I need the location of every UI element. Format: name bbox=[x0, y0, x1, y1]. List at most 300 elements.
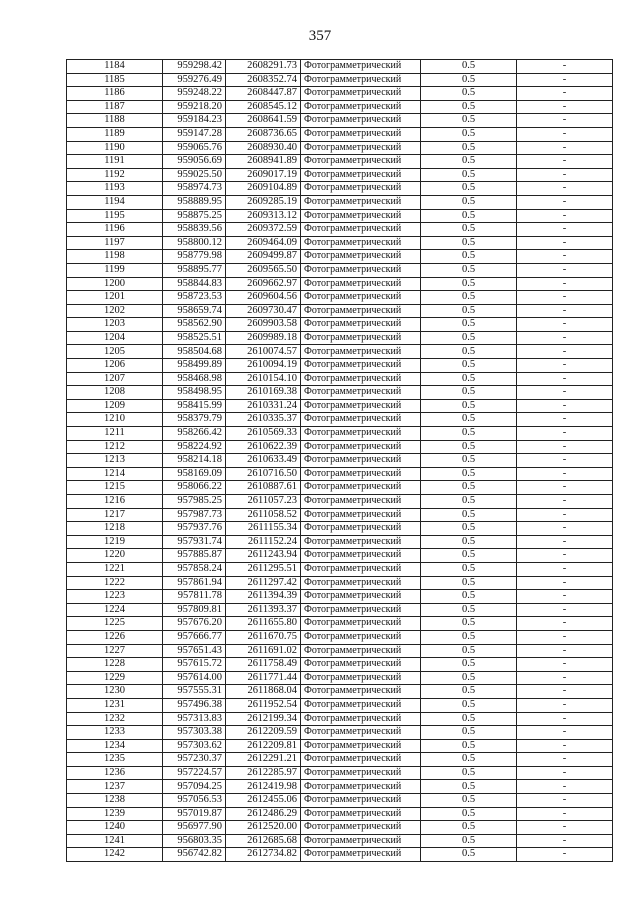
point-number-cell: 1198 bbox=[67, 250, 163, 264]
x-coordinate-cell: 958224.92 bbox=[163, 440, 226, 454]
table-row bbox=[67, 603, 613, 617]
y-coordinate-cell: 2609989.18 bbox=[226, 331, 301, 345]
method-cell: Фотограмметрический bbox=[301, 481, 421, 495]
point-number-cell: 1209 bbox=[67, 399, 163, 413]
method-cell: Фотограмметрический bbox=[301, 440, 421, 454]
method-cell: Фотограмметрический bbox=[301, 318, 421, 332]
table-row bbox=[67, 617, 613, 631]
table-row bbox=[67, 291, 613, 305]
accuracy-cell: 0.5 bbox=[421, 698, 517, 712]
point-number-cell: 1224 bbox=[67, 603, 163, 617]
x-coordinate-cell: 958889.95 bbox=[163, 195, 226, 209]
x-coordinate-cell: 957555.31 bbox=[163, 685, 226, 699]
y-coordinate-cell: 2608736.65 bbox=[226, 127, 301, 141]
method-cell: Фотограмметрический bbox=[301, 454, 421, 468]
accuracy-cell: 0.5 bbox=[421, 467, 517, 481]
accuracy-cell: 0.5 bbox=[421, 100, 517, 114]
point-number-cell: 1217 bbox=[67, 508, 163, 522]
accuracy-cell: 0.5 bbox=[421, 590, 517, 604]
y-coordinate-cell: 2612455.06 bbox=[226, 794, 301, 808]
method-cell: Фотограмметрический bbox=[301, 277, 421, 291]
accuracy-cell: 0.5 bbox=[421, 236, 517, 250]
accuracy-cell: 0.5 bbox=[421, 454, 517, 468]
note-cell: - bbox=[517, 73, 613, 87]
note-cell: - bbox=[517, 236, 613, 250]
x-coordinate-cell: 957666.77 bbox=[163, 630, 226, 644]
accuracy-cell: 0.5 bbox=[421, 644, 517, 658]
y-coordinate-cell: 2612209.59 bbox=[226, 726, 301, 740]
y-coordinate-cell: 2608941.89 bbox=[226, 155, 301, 169]
table-row bbox=[67, 644, 613, 658]
x-coordinate-cell: 957019.87 bbox=[163, 807, 226, 821]
method-cell: Фотограмметрический bbox=[301, 821, 421, 835]
table-row bbox=[67, 427, 613, 441]
accuracy-cell: 0.5 bbox=[421, 821, 517, 835]
point-number-cell: 1227 bbox=[67, 644, 163, 658]
table-row bbox=[67, 182, 613, 196]
accuracy-cell: 0.5 bbox=[421, 127, 517, 141]
point-number-cell: 1184 bbox=[67, 60, 163, 74]
y-coordinate-cell: 2608545.12 bbox=[226, 100, 301, 114]
y-coordinate-cell: 2608641.59 bbox=[226, 114, 301, 128]
x-coordinate-cell: 958169.09 bbox=[163, 467, 226, 481]
y-coordinate-cell: 2611393.37 bbox=[226, 603, 301, 617]
x-coordinate-cell: 958839.56 bbox=[163, 223, 226, 237]
x-coordinate-cell: 957858.24 bbox=[163, 562, 226, 576]
note-cell: - bbox=[517, 685, 613, 699]
y-coordinate-cell: 2611691.02 bbox=[226, 644, 301, 658]
accuracy-cell: 0.5 bbox=[421, 766, 517, 780]
x-coordinate-cell: 957885.87 bbox=[163, 549, 226, 563]
method-cell: Фотограмметрический bbox=[301, 753, 421, 767]
x-coordinate-cell: 959056.69 bbox=[163, 155, 226, 169]
note-cell: - bbox=[517, 726, 613, 740]
accuracy-cell: 0.5 bbox=[421, 413, 517, 427]
y-coordinate-cell: 2609017.19 bbox=[226, 168, 301, 182]
accuracy-cell: 0.5 bbox=[421, 549, 517, 563]
table-row bbox=[67, 399, 613, 413]
accuracy-cell: 0.5 bbox=[421, 277, 517, 291]
accuracy-cell: 0.5 bbox=[421, 386, 517, 400]
y-coordinate-cell: 2610074.57 bbox=[226, 345, 301, 359]
y-coordinate-cell: 2611297.42 bbox=[226, 576, 301, 590]
note-cell: - bbox=[517, 562, 613, 576]
table-row bbox=[67, 386, 613, 400]
note-cell: - bbox=[517, 495, 613, 509]
table-row bbox=[67, 359, 613, 373]
y-coordinate-cell: 2609285.19 bbox=[226, 195, 301, 209]
x-coordinate-cell: 958504.68 bbox=[163, 345, 226, 359]
point-number-cell: 1241 bbox=[67, 834, 163, 848]
table-row bbox=[67, 223, 613, 237]
y-coordinate-cell: 2611057.23 bbox=[226, 495, 301, 509]
note-cell: - bbox=[517, 658, 613, 672]
x-coordinate-cell: 957614.00 bbox=[163, 671, 226, 685]
y-coordinate-cell: 2612209.81 bbox=[226, 739, 301, 753]
method-cell: Фотограмметрический bbox=[301, 413, 421, 427]
note-cell: - bbox=[517, 590, 613, 604]
x-coordinate-cell: 959298.42 bbox=[163, 60, 226, 74]
point-number-cell: 1238 bbox=[67, 794, 163, 808]
note-cell: - bbox=[517, 440, 613, 454]
accuracy-cell: 0.5 bbox=[421, 427, 517, 441]
table-row bbox=[67, 590, 613, 604]
y-coordinate-cell: 2609604.56 bbox=[226, 291, 301, 305]
table-row bbox=[67, 209, 613, 223]
table-row bbox=[67, 685, 613, 699]
method-cell: Фотограмметрический bbox=[301, 698, 421, 712]
x-coordinate-cell: 956977.90 bbox=[163, 821, 226, 835]
note-cell: - bbox=[517, 535, 613, 549]
y-coordinate-cell: 2612520.00 bbox=[226, 821, 301, 835]
note-cell: - bbox=[517, 522, 613, 536]
y-coordinate-cell: 2610094.19 bbox=[226, 359, 301, 373]
x-coordinate-cell: 959276.49 bbox=[163, 73, 226, 87]
accuracy-cell: 0.5 bbox=[421, 182, 517, 196]
accuracy-cell: 0.5 bbox=[421, 535, 517, 549]
point-number-cell: 1233 bbox=[67, 726, 163, 740]
accuracy-cell: 0.5 bbox=[421, 209, 517, 223]
accuracy-cell: 0.5 bbox=[421, 658, 517, 672]
y-coordinate-cell: 2611243.94 bbox=[226, 549, 301, 563]
point-number-cell: 1234 bbox=[67, 739, 163, 753]
accuracy-cell: 0.5 bbox=[421, 304, 517, 318]
accuracy-cell: 0.5 bbox=[421, 250, 517, 264]
table-row bbox=[67, 454, 613, 468]
note-cell: - bbox=[517, 141, 613, 155]
table-row bbox=[67, 236, 613, 250]
y-coordinate-cell: 2612199.34 bbox=[226, 712, 301, 726]
note-cell: - bbox=[517, 454, 613, 468]
table-row bbox=[67, 114, 613, 128]
x-coordinate-cell: 957985.25 bbox=[163, 495, 226, 509]
point-number-cell: 1201 bbox=[67, 291, 163, 305]
y-coordinate-cell: 2608291.73 bbox=[226, 60, 301, 74]
table-row bbox=[67, 712, 613, 726]
note-cell: - bbox=[517, 209, 613, 223]
note-cell: - bbox=[517, 753, 613, 767]
point-number-cell: 1196 bbox=[67, 223, 163, 237]
method-cell: Фотограмметрический bbox=[301, 345, 421, 359]
x-coordinate-cell: 959184.23 bbox=[163, 114, 226, 128]
point-number-cell: 1229 bbox=[67, 671, 163, 685]
accuracy-cell: 0.5 bbox=[421, 630, 517, 644]
method-cell: Фотограмметрический bbox=[301, 168, 421, 182]
x-coordinate-cell: 958895.77 bbox=[163, 263, 226, 277]
note-cell: - bbox=[517, 508, 613, 522]
note-cell: - bbox=[517, 277, 613, 291]
table-row bbox=[67, 726, 613, 740]
table-row bbox=[67, 848, 613, 862]
point-number-cell: 1189 bbox=[67, 127, 163, 141]
table-row bbox=[67, 698, 613, 712]
note-cell: - bbox=[517, 318, 613, 332]
point-number-cell: 1242 bbox=[67, 848, 163, 862]
point-number-cell: 1208 bbox=[67, 386, 163, 400]
accuracy-cell: 0.5 bbox=[421, 399, 517, 413]
accuracy-cell: 0.5 bbox=[421, 168, 517, 182]
method-cell: Фотограмметрический bbox=[301, 304, 421, 318]
x-coordinate-cell: 959218.20 bbox=[163, 100, 226, 114]
method-cell: Фотограмметрический bbox=[301, 535, 421, 549]
table-row bbox=[67, 100, 613, 114]
x-coordinate-cell: 958974.73 bbox=[163, 182, 226, 196]
note-cell: - bbox=[517, 576, 613, 590]
method-cell: Фотограмметрический bbox=[301, 386, 421, 400]
y-coordinate-cell: 2608447.87 bbox=[226, 87, 301, 101]
point-number-cell: 1192 bbox=[67, 168, 163, 182]
accuracy-cell: 0.5 bbox=[421, 263, 517, 277]
y-coordinate-cell: 2611868.04 bbox=[226, 685, 301, 699]
x-coordinate-cell: 957987.73 bbox=[163, 508, 226, 522]
y-coordinate-cell: 2611058.52 bbox=[226, 508, 301, 522]
method-cell: Фотограмметрический bbox=[301, 467, 421, 481]
point-number-cell: 1230 bbox=[67, 685, 163, 699]
x-coordinate-cell: 959147.28 bbox=[163, 127, 226, 141]
note-cell: - bbox=[517, 467, 613, 481]
coordinates-table-body bbox=[67, 60, 613, 862]
accuracy-cell: 0.5 bbox=[421, 807, 517, 821]
note-cell: - bbox=[517, 848, 613, 862]
note-cell: - bbox=[517, 386, 613, 400]
y-coordinate-cell: 2612685.68 bbox=[226, 834, 301, 848]
table-row bbox=[67, 794, 613, 808]
table-row bbox=[67, 155, 613, 169]
point-number-cell: 1200 bbox=[67, 277, 163, 291]
point-number-cell: 1213 bbox=[67, 454, 163, 468]
point-number-cell: 1226 bbox=[67, 630, 163, 644]
x-coordinate-cell: 959248.22 bbox=[163, 87, 226, 101]
y-coordinate-cell: 2610716.50 bbox=[226, 467, 301, 481]
method-cell: Фотограмметрический bbox=[301, 331, 421, 345]
note-cell: - bbox=[517, 630, 613, 644]
point-number-cell: 1239 bbox=[67, 807, 163, 821]
point-number-cell: 1212 bbox=[67, 440, 163, 454]
y-coordinate-cell: 2611952.54 bbox=[226, 698, 301, 712]
x-coordinate-cell: 958266.42 bbox=[163, 427, 226, 441]
accuracy-cell: 0.5 bbox=[421, 834, 517, 848]
table-row bbox=[67, 127, 613, 141]
x-coordinate-cell: 958379.79 bbox=[163, 413, 226, 427]
note-cell: - bbox=[517, 291, 613, 305]
accuracy-cell: 0.5 bbox=[421, 780, 517, 794]
x-coordinate-cell: 956742.82 bbox=[163, 848, 226, 862]
accuracy-cell: 0.5 bbox=[421, 345, 517, 359]
note-cell: - bbox=[517, 114, 613, 128]
y-coordinate-cell: 2610633.49 bbox=[226, 454, 301, 468]
point-number-cell: 1206 bbox=[67, 359, 163, 373]
point-number-cell: 1188 bbox=[67, 114, 163, 128]
coordinates-table bbox=[66, 59, 613, 862]
x-coordinate-cell: 959065.76 bbox=[163, 141, 226, 155]
note-cell: - bbox=[517, 60, 613, 74]
y-coordinate-cell: 2609464.09 bbox=[226, 236, 301, 250]
table-row bbox=[67, 87, 613, 101]
point-number-cell: 1195 bbox=[67, 209, 163, 223]
table-row bbox=[67, 739, 613, 753]
accuracy-cell: 0.5 bbox=[421, 495, 517, 509]
method-cell: Фотограмметрический bbox=[301, 495, 421, 509]
point-number-cell: 1232 bbox=[67, 712, 163, 726]
y-coordinate-cell: 2611295.51 bbox=[226, 562, 301, 576]
note-cell: - bbox=[517, 644, 613, 658]
accuracy-cell: 0.5 bbox=[421, 331, 517, 345]
table-row bbox=[67, 630, 613, 644]
x-coordinate-cell: 957651.43 bbox=[163, 644, 226, 658]
y-coordinate-cell: 2612291.21 bbox=[226, 753, 301, 767]
table-row bbox=[67, 467, 613, 481]
y-coordinate-cell: 2610169.38 bbox=[226, 386, 301, 400]
note-cell: - bbox=[517, 359, 613, 373]
table-row bbox=[67, 821, 613, 835]
y-coordinate-cell: 2609903.58 bbox=[226, 318, 301, 332]
point-number-cell: 1185 bbox=[67, 73, 163, 87]
table-row bbox=[67, 345, 613, 359]
point-number-cell: 1186 bbox=[67, 87, 163, 101]
x-coordinate-cell: 958468.98 bbox=[163, 372, 226, 386]
y-coordinate-cell: 2608930.40 bbox=[226, 141, 301, 155]
accuracy-cell: 0.5 bbox=[421, 60, 517, 74]
point-number-cell: 1223 bbox=[67, 590, 163, 604]
method-cell: Фотограмметрический bbox=[301, 780, 421, 794]
table-row bbox=[67, 766, 613, 780]
method-cell: Фотограмметрический bbox=[301, 590, 421, 604]
accuracy-cell: 0.5 bbox=[421, 291, 517, 305]
y-coordinate-cell: 2612486.29 bbox=[226, 807, 301, 821]
y-coordinate-cell: 2609104.89 bbox=[226, 182, 301, 196]
note-cell: - bbox=[517, 481, 613, 495]
y-coordinate-cell: 2609499.87 bbox=[226, 250, 301, 264]
note-cell: - bbox=[517, 372, 613, 386]
note-cell: - bbox=[517, 331, 613, 345]
point-number-cell: 1219 bbox=[67, 535, 163, 549]
table-row bbox=[67, 658, 613, 672]
method-cell: Фотограмметрический bbox=[301, 794, 421, 808]
accuracy-cell: 0.5 bbox=[421, 195, 517, 209]
method-cell: Фотограмметрический bbox=[301, 726, 421, 740]
point-number-cell: 1235 bbox=[67, 753, 163, 767]
method-cell: Фотограмметрический bbox=[301, 848, 421, 862]
y-coordinate-cell: 2611152.24 bbox=[226, 535, 301, 549]
table-row bbox=[67, 562, 613, 576]
x-coordinate-cell: 958066.22 bbox=[163, 481, 226, 495]
point-number-cell: 1231 bbox=[67, 698, 163, 712]
method-cell: Фотограмметрический bbox=[301, 182, 421, 196]
method-cell: Фотограмметрический bbox=[301, 223, 421, 237]
accuracy-cell: 0.5 bbox=[421, 481, 517, 495]
method-cell: Фотограмметрический bbox=[301, 195, 421, 209]
point-number-cell: 1220 bbox=[67, 549, 163, 563]
point-number-cell: 1193 bbox=[67, 182, 163, 196]
note-cell: - bbox=[517, 549, 613, 563]
accuracy-cell: 0.5 bbox=[421, 73, 517, 87]
y-coordinate-cell: 2610887.61 bbox=[226, 481, 301, 495]
note-cell: - bbox=[517, 304, 613, 318]
y-coordinate-cell: 2609565.50 bbox=[226, 263, 301, 277]
method-cell: Фотограмметрический bbox=[301, 834, 421, 848]
y-coordinate-cell: 2610331.24 bbox=[226, 399, 301, 413]
table-row bbox=[67, 413, 613, 427]
y-coordinate-cell: 2609313.12 bbox=[226, 209, 301, 223]
y-coordinate-cell: 2612285.97 bbox=[226, 766, 301, 780]
note-cell: - bbox=[517, 712, 613, 726]
x-coordinate-cell: 958800.12 bbox=[163, 236, 226, 250]
x-coordinate-cell: 959025.50 bbox=[163, 168, 226, 182]
note-cell: - bbox=[517, 603, 613, 617]
point-number-cell: 1240 bbox=[67, 821, 163, 835]
method-cell: Фотограмметрический bbox=[301, 359, 421, 373]
x-coordinate-cell: 957861.94 bbox=[163, 576, 226, 590]
table-row bbox=[67, 60, 613, 74]
point-number-cell: 1214 bbox=[67, 467, 163, 481]
table-row bbox=[67, 195, 613, 209]
point-number-cell: 1216 bbox=[67, 495, 163, 509]
method-cell: Фотограмметрический bbox=[301, 685, 421, 699]
method-cell: Фотограмметрический bbox=[301, 372, 421, 386]
y-coordinate-cell: 2611655.80 bbox=[226, 617, 301, 631]
table-row bbox=[67, 304, 613, 318]
point-number-cell: 1218 bbox=[67, 522, 163, 536]
page-number: 357 bbox=[308, 28, 332, 44]
x-coordinate-cell: 957303.62 bbox=[163, 739, 226, 753]
note-cell: - bbox=[517, 766, 613, 780]
note-cell: - bbox=[517, 399, 613, 413]
y-coordinate-cell: 2610622.39 bbox=[226, 440, 301, 454]
point-number-cell: 1237 bbox=[67, 780, 163, 794]
method-cell: Фотограмметрический bbox=[301, 671, 421, 685]
note-cell: - bbox=[517, 617, 613, 631]
accuracy-cell: 0.5 bbox=[421, 223, 517, 237]
accuracy-cell: 0.5 bbox=[421, 562, 517, 576]
accuracy-cell: 0.5 bbox=[421, 671, 517, 685]
note-cell: - bbox=[517, 127, 613, 141]
note-cell: - bbox=[517, 413, 613, 427]
table-row bbox=[67, 168, 613, 182]
method-cell: Фотограмметрический bbox=[301, 712, 421, 726]
y-coordinate-cell: 2612734.82 bbox=[226, 848, 301, 862]
accuracy-cell: 0.5 bbox=[421, 440, 517, 454]
method-cell: Фотограмметрический bbox=[301, 236, 421, 250]
note-cell: - bbox=[517, 698, 613, 712]
x-coordinate-cell: 958498.95 bbox=[163, 386, 226, 400]
x-coordinate-cell: 957931.74 bbox=[163, 535, 226, 549]
accuracy-cell: 0.5 bbox=[421, 685, 517, 699]
x-coordinate-cell: 958415.99 bbox=[163, 399, 226, 413]
y-coordinate-cell: 2609662.97 bbox=[226, 277, 301, 291]
method-cell: Фотограмметрический bbox=[301, 60, 421, 74]
table-row bbox=[67, 331, 613, 345]
table-row bbox=[67, 73, 613, 87]
y-coordinate-cell: 2610154.10 bbox=[226, 372, 301, 386]
table-row bbox=[67, 549, 613, 563]
method-cell: Фотограмметрический bbox=[301, 427, 421, 441]
point-number-cell: 1211 bbox=[67, 427, 163, 441]
point-number-cell: 1190 bbox=[67, 141, 163, 155]
method-cell: Фотограмметрический bbox=[301, 630, 421, 644]
accuracy-cell: 0.5 bbox=[421, 508, 517, 522]
accuracy-cell: 0.5 bbox=[421, 576, 517, 590]
note-cell: - bbox=[517, 834, 613, 848]
method-cell: Фотограмметрический bbox=[301, 250, 421, 264]
point-number-cell: 1221 bbox=[67, 562, 163, 576]
point-number-cell: 1199 bbox=[67, 263, 163, 277]
method-cell: Фотограмметрический bbox=[301, 739, 421, 753]
table-row bbox=[67, 481, 613, 495]
point-number-cell: 1215 bbox=[67, 481, 163, 495]
table-row bbox=[67, 277, 613, 291]
y-coordinate-cell: 2611771.44 bbox=[226, 671, 301, 685]
method-cell: Фотограмметрический bbox=[301, 522, 421, 536]
